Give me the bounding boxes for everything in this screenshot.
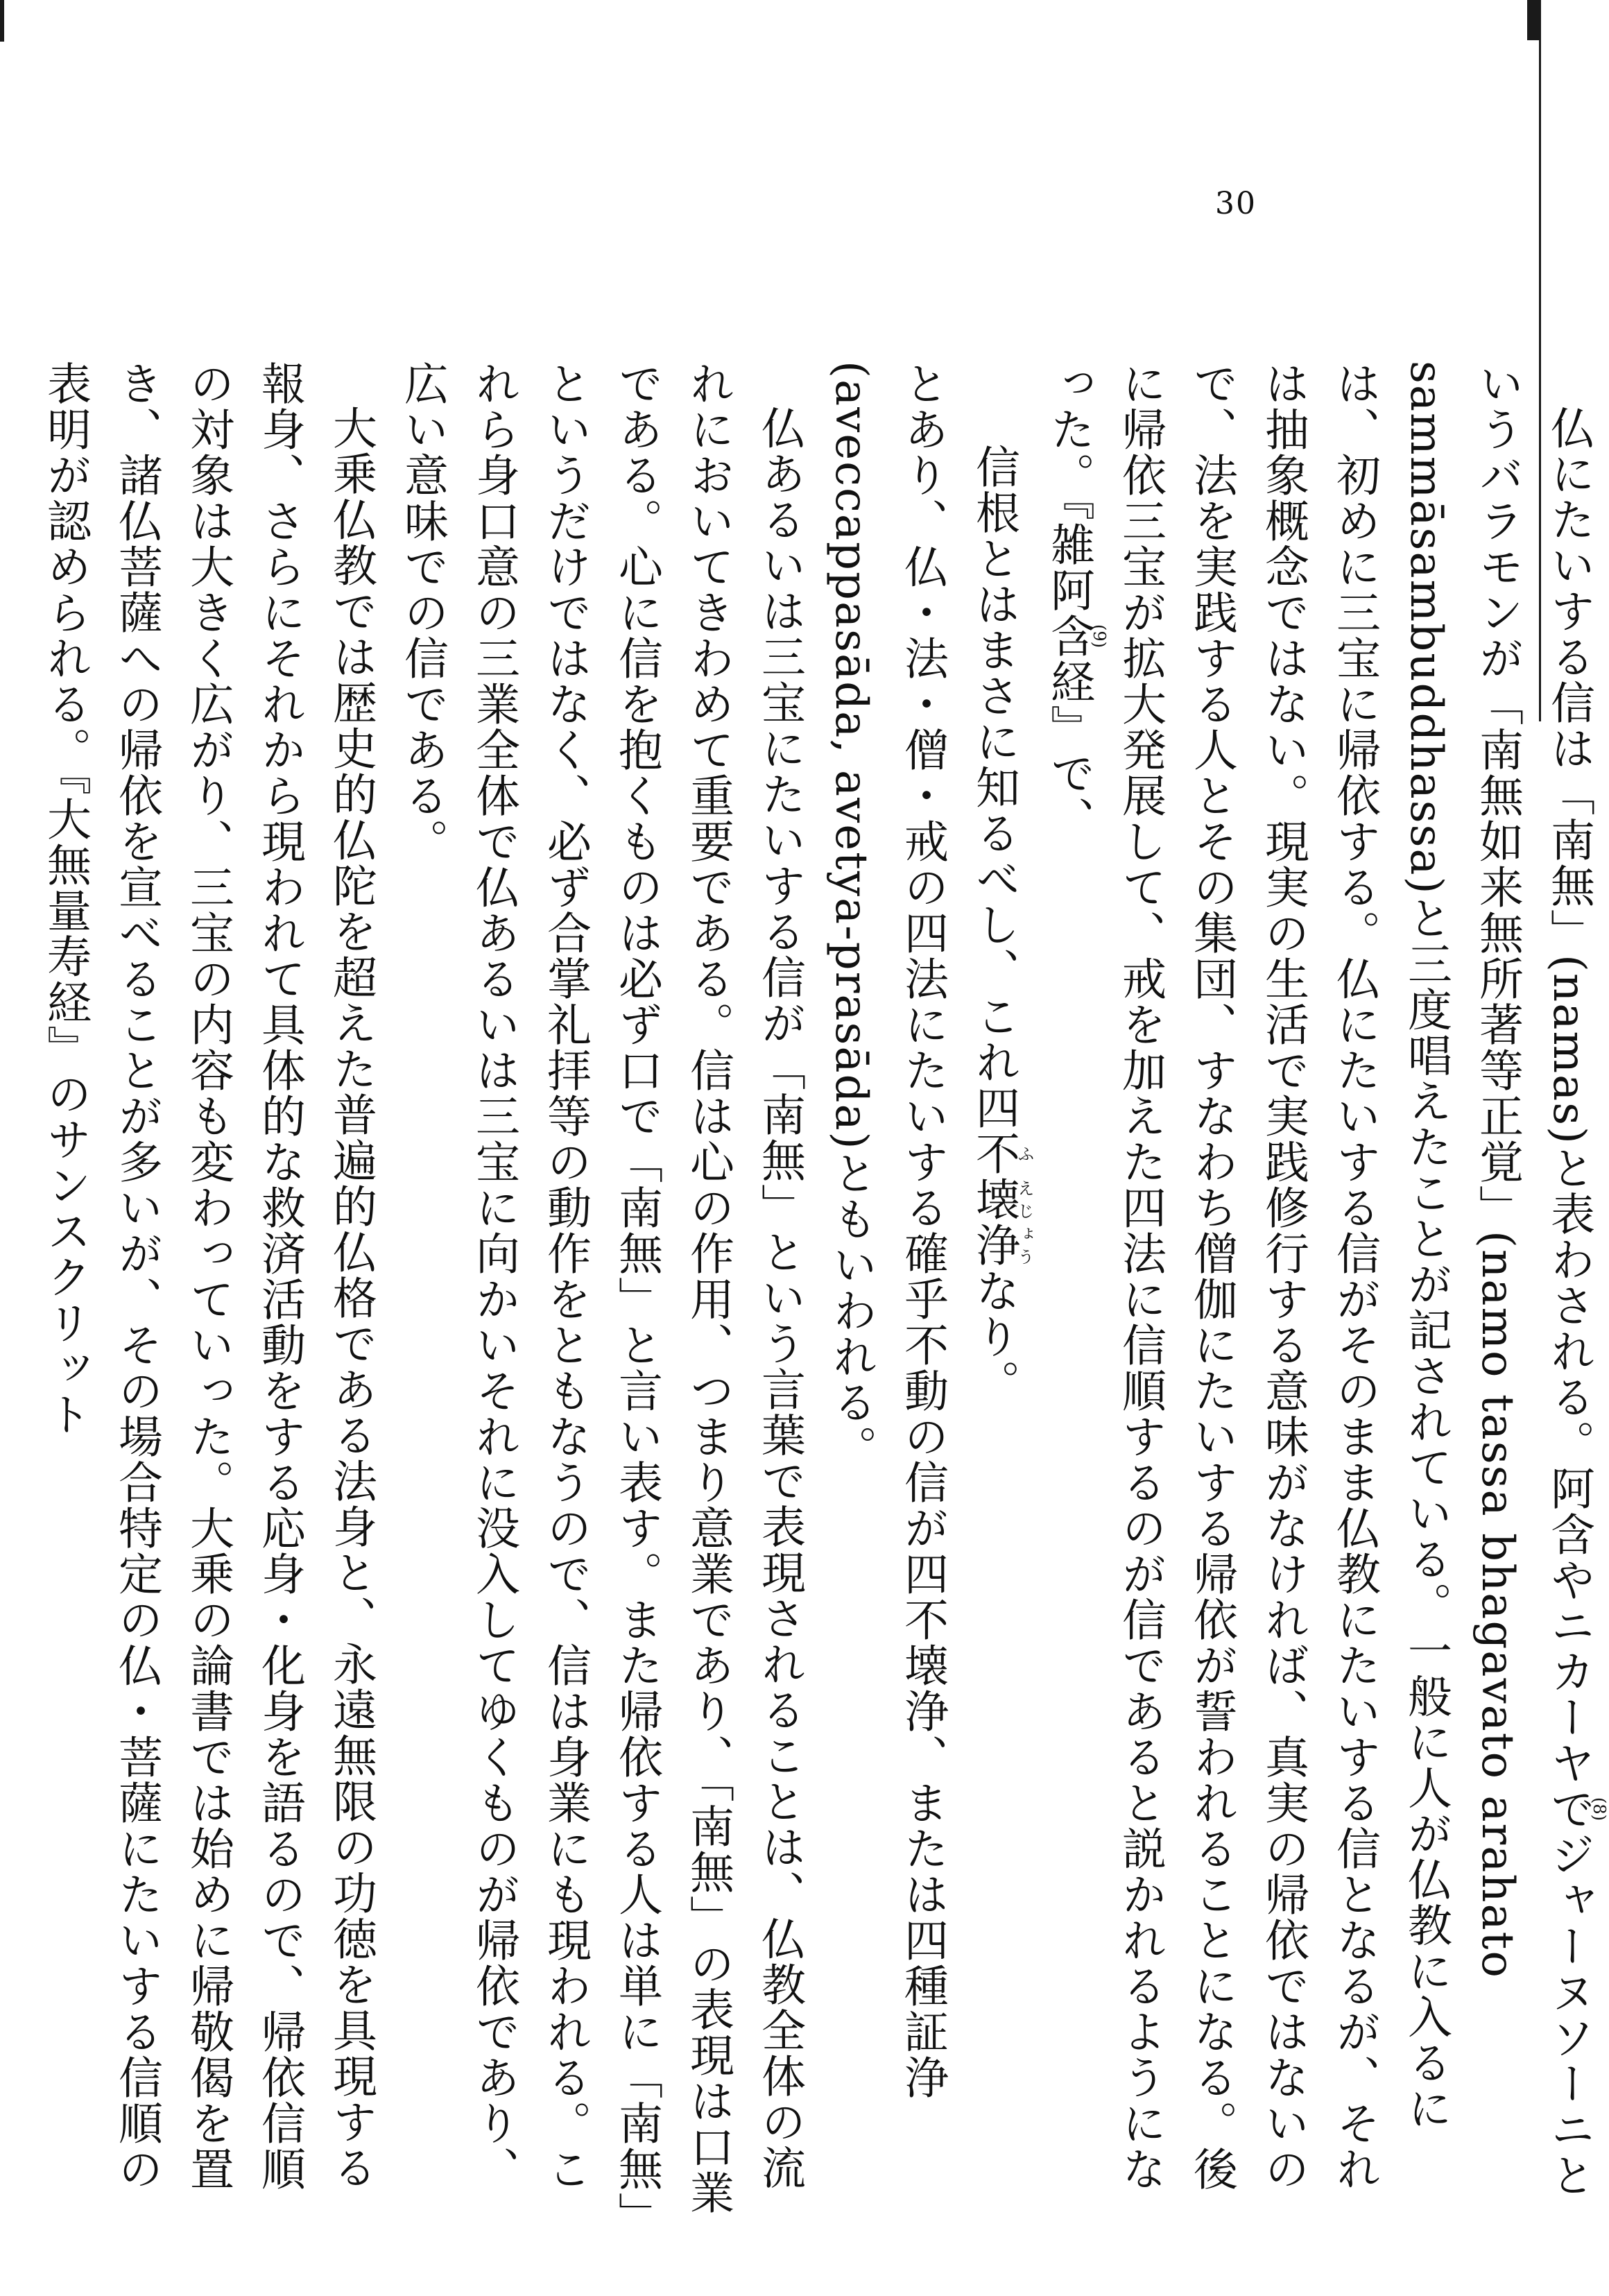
text-run: 仏にたいする信は「南無」(namas)と表わされる。阿含やニカーヤ	[1543, 405, 1594, 1786]
paragraph	[1033, 361, 1608, 2220]
text-run: 仏あるいは三宝にたいする信が「南無」という言葉で表現されることは、仏教全体の流れにおいてきわめて重要である。信は心の作用、つまり意業であり、「南無」の表現は口業である。心に信を抱くものは必ず口で「南無」と言い表す。また帰依する人は単に「南無」というだけではなく、必ず合掌礼拝等の動作をともなうので、信は身業にも現われる。これら身口意の三業全体で仏あるいは三宝に向かいそれに没入してゆくものが帰依であり、広い意味での信である。	[397, 361, 805, 2216]
text-run: 経』で、	[1043, 659, 1094, 842]
ruby-annotation	[1043, 613, 1109, 659]
ruby-base: 含	[1043, 613, 1094, 659]
paragraph	[386, 361, 815, 2220]
ruby-base: で	[1543, 1786, 1594, 1832]
text-run: 大乗仏教では歴史的仏陀を超えた普遍的仏格である法身と、永遠無限の功徳を具現する報身、さらにそれから現われて具体的な救済活動をする応身・化身を語るので、帰依信順の対象は大きく広がり、三宝の内容も変わっていった。大乗の論書では始めに帰敬偈を置き、諸仏菩薩への帰依を宣べることが多いが、その場合特定の仏・菩薩にたいする信順の表明が認められる。『大無量寿経』のサンスクリット	[40, 361, 377, 2192]
ruby-text: (8)	[1590, 1786, 1609, 1832]
paragraph	[29, 361, 386, 2220]
text-run: 信根とはまさに知るべし、これ四	[968, 444, 1019, 1131]
ruby-annotation	[1543, 1786, 1609, 1832]
ruby-annotation	[968, 1131, 1034, 1176]
page-number: 30	[1215, 186, 1257, 221]
ruby-base: 壊浄	[968, 1176, 1019, 1268]
text-run: なり。	[968, 1268, 1019, 1405]
ruby-text: えじょう	[1015, 1176, 1034, 1268]
body-text-area	[29, 361, 1609, 2234]
vertical-text-body	[29, 361, 1608, 2220]
block-quote	[958, 361, 1033, 2220]
paragraph	[815, 361, 958, 2220]
text-run: とあり、仏・法・僧・戒の四法にたいする確乎不動の信が四不壊浄、または四種証浄(aveccappasāda, avetya-prasāda)ともいわれる。	[825, 361, 948, 2100]
ruby-base: 不	[968, 1131, 1019, 1176]
scan-edge-mark	[0, 0, 4, 42]
ruby-annotation	[968, 1176, 1034, 1268]
ruby-text: (9)	[1090, 613, 1109, 659]
text-run: ジャーヌソーニというバラモンが「南無如来無所著等正覚」(namo tassa bhagavato arahato sammāsambuddhassa)と三度唱えたことが記されている。一般に人が仏教に入るには、初めに三宝に帰依する。仏にたいする信がそのまま仏教にたいする信となるが、それは抽象概念ではない。現実の生活で実践修行する意味がなければ、真実の帰依ではないので、法を実践する人とその集団、すなわち僧伽にたいする帰依が誓われることになる。後に帰依三宝が拡大発展して、戒を加えた四法に信順するのが信であると説かれるようになった。『雑阿	[1043, 361, 1594, 2198]
ruby-text: ふ	[1015, 1131, 1034, 1176]
